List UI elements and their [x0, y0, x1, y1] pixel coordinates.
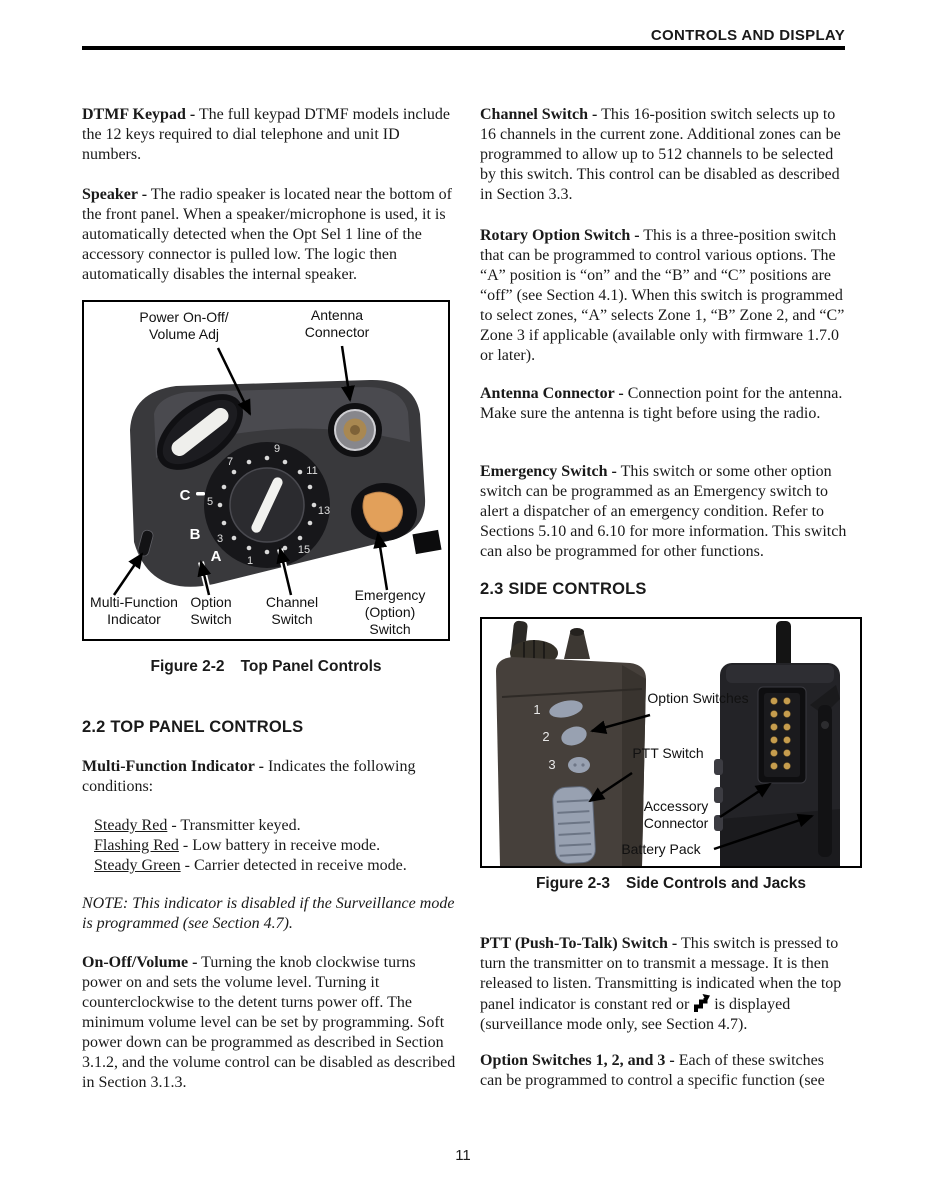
label-antenna: Antenna — [310, 307, 364, 323]
term-multi-function-indicator: Multi-Function Indicator - — [82, 758, 264, 775]
arrow-multi-function — [114, 554, 142, 595]
term-option-switches-123: Option Switches 1, 2, and 3 - — [480, 1052, 675, 1069]
body-multi-function-indicator: Indicates the following conditions: — [82, 758, 416, 795]
label-battery-pack: Battery Pack — [621, 841, 701, 857]
header-rule — [82, 46, 845, 50]
label-channel: Channel — [265, 594, 319, 610]
option-switch-number: 3 — [548, 757, 556, 772]
selector-letter: B — [189, 526, 201, 543]
label-option: Option — [190, 594, 232, 610]
figure-2-3-caption-label: Figure 2-3 — [535, 875, 611, 892]
list-item-flashing-red — [94, 836, 456, 856]
dial-number: 9 — [273, 443, 281, 455]
dial-number: 13 — [317, 505, 331, 517]
label-option-switch: Switch — [190, 611, 232, 627]
dial-number: 5 — [206, 496, 214, 508]
figure-2-2-caption-label: Figure 2-2 — [150, 658, 225, 675]
label-emergency: Emergency — [354, 587, 426, 603]
selector-letter: C — [179, 487, 191, 504]
label-volume-adj: Volume Adj — [148, 326, 220, 342]
condition-term: Steady Green — [94, 857, 181, 874]
accessory-connector-pins — [758, 687, 806, 783]
term-antenna-connector: Antenna Connector - — [480, 385, 624, 402]
figure-2-2-illustration — [84, 302, 448, 639]
label-multi-function: Multi-Function — [90, 594, 178, 610]
condition-term: Steady Red — [94, 817, 168, 834]
label-emergency-switch: Switch — [369, 621, 411, 637]
option-switch-number: 2 — [542, 729, 550, 744]
ptt-switch-button — [552, 786, 596, 864]
figure-2-3-caption-title: Side Controls and Jacks — [626, 875, 807, 892]
indicator-conditions-list — [94, 816, 456, 876]
paragraph-option-switches-123 — [480, 1051, 848, 1091]
page-header-title: CONTROLS AND DISPLAY — [650, 27, 845, 44]
page-number: 11 — [455, 1147, 471, 1164]
body-ptt-before-icon: This switch is pressed to turn the transmitter on to transmit a message. It is then released to listen. Transmitting is indicated when the top panel indicator is constant red or — [480, 935, 842, 1013]
body-speaker: The radio speaker is located near the bottom of the front panel. When a speaker/microphone is used, it is automatically detected when the Opt Sel 1 line of the accessory connector is pulled low. The logic then automatically disables the internal speaker. — [82, 186, 452, 283]
body-rotary-option-switch: This is a three-position switch that can be programmed to control various options. The “A” position is “on” and the “B” and “C” positions are “off” (see Section 4.1). When this switch is programmed to select zones, “A” selects Zone 1, “B” Zone 2, and “C” Zone 3 if applicable (available only with firmware 1.7.0 or later). — [480, 227, 845, 364]
channel-dial — [204, 442, 330, 568]
paragraph-rotary-option-switch — [480, 226, 848, 366]
paragraph-channel-switch — [480, 105, 848, 205]
term-emergency-switch: Emergency Switch - — [480, 463, 617, 480]
term-ptt-switch: PTT (Push-To-Talk) Switch - — [480, 935, 678, 952]
condition-desc: - Transmitter keyed. — [171, 817, 301, 834]
label-channel-switch: Switch — [271, 611, 313, 627]
body-antenna-connector: Connection point for the antenna. Make sure the antenna is tight before using the radio. — [480, 385, 843, 422]
label-accessory: Accessory — [643, 798, 709, 814]
condition-desc: - Low battery in receive mode. — [182, 837, 381, 854]
dial-number: 15 — [297, 544, 311, 556]
label-accessory-connector: Connector — [643, 815, 709, 831]
label-emergency-option: (Option) — [364, 604, 416, 620]
antenna-connector-port — [328, 403, 382, 457]
dial-number: 7 — [226, 456, 234, 468]
body-dtmf-keypad: The full keypad DTMF models include the 12 keys required to dial telephone and unit ID numbers. — [82, 106, 450, 163]
paragraph-ptt-switch — [480, 934, 848, 1035]
paragraph-multi-function-indicator — [82, 757, 456, 797]
dial-number: 3 — [216, 533, 224, 545]
paragraph-on-off-volume — [82, 953, 456, 1093]
body-option-switches-123: Each of these switches can be programmed to control a specific function (see — [480, 1052, 825, 1089]
list-item-steady-green — [94, 856, 456, 876]
radio-left-side-photo — [496, 620, 646, 866]
paragraph-antenna-connector — [480, 384, 848, 424]
figure-2-3-illustration — [482, 619, 860, 866]
condition-term: Flashing Red — [94, 837, 179, 854]
figure-2-2-caption-title: Top Panel Controls — [240, 658, 382, 675]
figure-2-2 — [82, 300, 450, 641]
option-switch-number: 1 — [533, 702, 541, 717]
selector-letter: A — [210, 548, 222, 565]
dial-number: 11 — [306, 465, 318, 477]
list-item-steady-red — [94, 816, 456, 836]
label-indicator: Indicator — [107, 611, 161, 627]
body-emergency-switch: This switch or some other option switch can be programmed as an Emergency switch to alert a dispatcher of an emergency condition. Refer to Sections 5.10 and 6.10 for more information. This switch can also be programmed for other functions. — [480, 463, 847, 560]
arrow-emergency-switch — [378, 534, 387, 590]
radio-top-panel-photo — [130, 379, 442, 587]
term-speaker: Speaker - — [82, 186, 148, 203]
dial-number: 1 — [246, 555, 254, 567]
figure-2-3 — [480, 617, 862, 868]
term-rotary-option-switch: Rotary Option Switch - — [480, 227, 640, 244]
transmit-indicator-icon — [693, 994, 710, 1012]
term-on-off-volume: On-Off/Volume - — [82, 954, 198, 971]
label-option-switches: Option Switches — [647, 690, 749, 706]
term-dtmf-keypad: DTMF Keypad - — [82, 106, 196, 123]
figure-2-2-caption — [82, 658, 450, 676]
section-heading-2-3: 2.3 SIDE CONTROLS — [480, 580, 647, 598]
radio-right-side-photo — [714, 621, 840, 866]
body-ptt-after-icon: is displayed (surveillance mode only, see Section 4.7). — [480, 996, 791, 1033]
surveillance-note: NOTE: This indicator is disabled if the Surveillance mode is programmed (see Section 4.7). — [82, 895, 455, 932]
emergency-button — [351, 483, 417, 541]
condition-desc: - Carrier detected in receive mode. — [184, 857, 407, 874]
body-on-off-volume: Turning the knob clockwise turns power on and sets the volume level. Turning it counterclockwise to the detent turns power off. The minimum volume level can be set by programming. Soft power down can be programmed as described in Section 3.1.2, and the volume control can be disabled as described in Section 3.1.3. — [82, 954, 456, 1091]
term-channel-switch: Channel Switch - — [480, 106, 598, 123]
label-ptt-switch: PTT Switch — [632, 745, 704, 761]
section-heading-2-2: 2.2 TOP PANEL CONTROLS — [82, 718, 304, 736]
body-channel-switch: This 16-position switch selects up to 16 channels in the current zone. Additional zones can be programmed to allow up to 512 channels to be selected by this switch. This control can be disabled as described in Section 3.3. — [480, 106, 841, 203]
label-antenna-connector: Connector — [304, 324, 370, 340]
paragraph-speaker — [82, 185, 456, 285]
label-power-on-off: Power On-Off/ — [139, 309, 229, 325]
paragraph-dtmf-keypad — [82, 105, 456, 165]
figure-2-3-caption — [480, 875, 862, 893]
paragraph-emergency-switch — [480, 462, 848, 562]
